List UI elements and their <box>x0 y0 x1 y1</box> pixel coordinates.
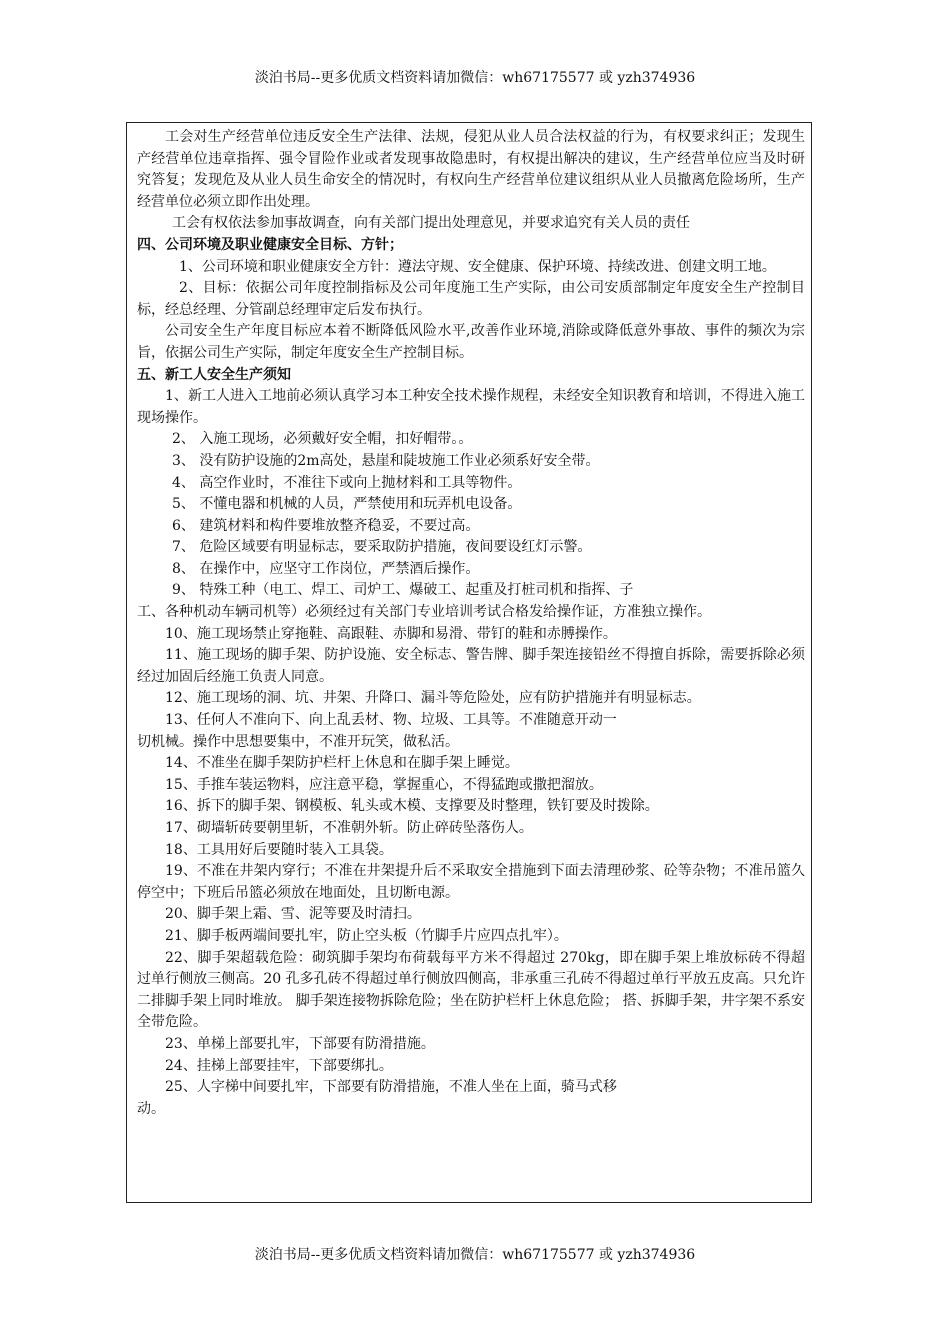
page-header: 淡泊书局--更多优质文档资料请加微信：wh67175577 或 yzh374936 <box>254 70 696 86</box>
rule-item-25-line-2: 动。 <box>137 1100 165 1117</box>
rule-item-2: 2、 入施工现场，必须戴好安全帽，扣好帽带。。 <box>172 431 473 448</box>
rule-item-8: 8、 在操作中，应坚守工作岗位，严禁酒后操作。 <box>172 560 480 577</box>
rule-item-25-line-1: 25、人字梯中间要扎牢，下部要有防滑措施，不准人坐在上面，骑马式移 <box>165 1079 617 1096</box>
rule-item-10: 10、施工现场禁止穿拖鞋、高跟鞋、赤脚和易滑、带钉的鞋和赤膊操作。 <box>165 625 617 642</box>
rule-item-16: 16、拆下的脚手架、钢模板、轧头或木模、支撑要及时整理，铁钉要及时拨除。 <box>165 798 659 815</box>
rule-item-4: 4、 高空作业时，不准往下或向上抛材料和工具等物件。 <box>172 474 522 491</box>
paragraph-accident-investigation: 工会有权依法参加事故调查，向有关部门提出处理意见，并要求追究有关人员的责任 <box>172 215 690 232</box>
rule-item-5: 5、 不懂电器和机械的人员，严禁使用和玩弄机电设备。 <box>172 496 522 513</box>
rule-item-24: 24、挂梯上部要挂牢，下部要绑扎。 <box>165 1057 393 1074</box>
paragraph-annual-goal: 公司安全生产年度目标应本着不断降低风险水平,改善作业环境,消除或降低意外事故、事件的频次为宗旨，依据公司生产实际，制定年度安全生产控制目标。 <box>137 323 805 361</box>
rule-item-13-line-1: 13、任何人不准向下、向上乱丢材、物、垃圾、工具等。不准随意开动一 <box>165 712 617 729</box>
rule-item-13-line-2: 切机械。操作中思想要集中，不准开玩笑，做私活。 <box>137 733 459 750</box>
rule-item-20: 20、脚手架上霜、雪、泥等要及时清扫。 <box>165 906 421 923</box>
rule-item-17: 17、砌墙斩砖要朝里斩，不准朝外斩。防止碎砖坠落伤人。 <box>165 820 533 836</box>
page-footer: 淡泊书局--更多优质文档资料请加微信：wh67175577 或 yzh374936 <box>254 1247 696 1263</box>
section-heading-4: 四、公司环境及职业健康安全目标、方针； <box>137 236 403 253</box>
document-body <box>137 127 805 1120</box>
paragraph-policy: 1、公司环境和职业健康安全方针：遵法守规、安全健康、保护环境、持续改进、创建文明工地。 <box>179 258 776 275</box>
rule-item-23: 23、单梯上部要扎牢，下部要有防滑措施。 <box>165 1035 435 1052</box>
paragraph-target: 2、目标：依据公司年度控制指标及公司年度施工生产实际，由公司安质部制定年度安全生产控制目标，经总经理、分管副总经理审定后发布执行。 <box>137 280 805 318</box>
rule-item-11: 11、施工现场的脚手架、防护设施、安全标志、警告牌、脚手架连接铅丝不得擅自拆除，需要拆除必须经过加固后经施工负责人同意。 <box>137 647 805 685</box>
rule-item-9-line-2: 工、各种机动车辆司机等）必须经过有关部门专业培训考试合格发给操作证，方准独立操作。 <box>137 604 711 621</box>
rule-item-3: 3、 没有防护设施的2m高处，悬崖和陡坡施工作业必须系好安全带。 <box>172 452 600 469</box>
rule-item-9-line-1: 9、 特殊工种（电工、焊工、司炉工、爆破工、起重及打桩司机和指挥、子 <box>172 582 634 599</box>
rule-item-14: 14、不准坐在脚手架防护栏杆上休息和在脚手架上睡觉。 <box>165 755 519 772</box>
rule-item-12: 12、施工现场的洞、坑、井架、升降口、漏斗等危险处，应有防护措施并有明显标志。 <box>165 690 701 707</box>
rule-item-22: 22、脚手架超载危险：砌筑脚手架均布荷载每平方米不得超过 270kg，即在脚手架上堆放标砖不得超过单行侧放三侧高。20 孔多孔砖不得超过单行侧放四侧高，非承重三孔砖不得超过单行平放五皮高。只允许二排脚手架上同时堆放。 脚手架连接物拆除危险；坐在防护栏杆上休息危险； 搭、拆脚手架，井字架不系安全带危险。 <box>137 949 805 1031</box>
section-heading-5: 五、新工人安全生产须知 <box>137 366 291 383</box>
rule-item-1: 1、新工人进入工地前必须认真学习本工种安全技术操作规程，未经安全知识教育和培训，不得进入施工现场操作。 <box>137 388 805 426</box>
rule-item-6: 6、 建筑材料和构件要堆放整齐稳妥，不要过高。 <box>172 517 480 534</box>
rule-item-15: 15、手推车装运物料，应注意平稳，掌握重心，不得猛跑或撒把溜放。 <box>165 776 603 793</box>
rule-item-21: 21、脚手板两端间要扎牢，防止空头板（竹脚手片应四点扎牢）。 <box>165 927 568 944</box>
rule-item-18: 18、工具用好后要随时装入工具袋。 <box>165 841 393 858</box>
rule-item-7: 7、 危险区域要有明显标志，要采取防护措施，夜间要设红灯示警。 <box>172 539 592 556</box>
rule-item-19: 19、不准在井架内穿行；不准在井架提升后不采取安全措施到下面去清理砂浆、砼等杂物；不准吊篮久停空中；下班后吊篮必须放在地面处，且切断电源。 <box>137 863 805 901</box>
paragraph-union-rights: 工会对生产经营单位违反安全生产法律、法规，侵犯从业人员合法权益的行为，有权要求纠正；发现生产经营单位违章指挥、强令冒险作业或者发现事故隐患时，有权提出解决的建议，生产经营单位应当及时研究答复；发现危及从业人员生命安全的情况时，有权向生产经营单位建议组织从业人员撤离危险场所，生产经营单位必须立即作出处理。 <box>137 129 805 210</box>
